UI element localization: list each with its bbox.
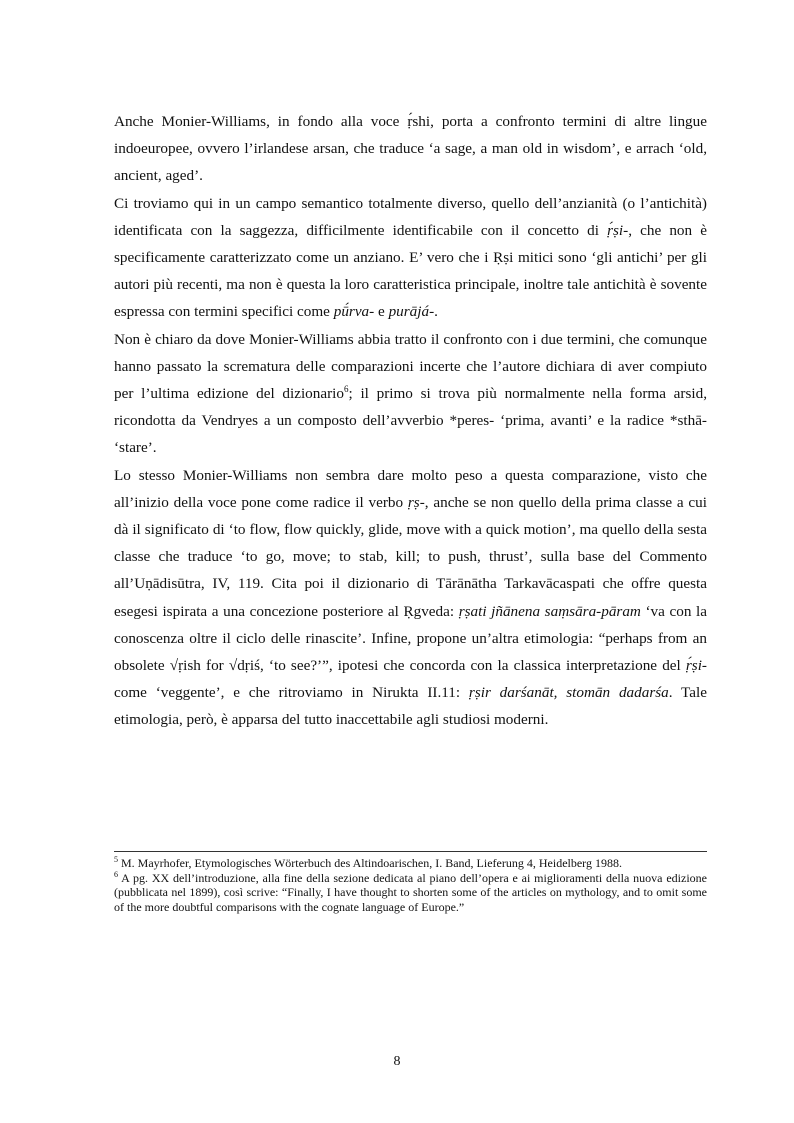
text-run: Lo stesso Monier-Williams non sembra dare molto peso a questa comparazione, visto che all’inizio della voce pone come radice il verbo xyxy=(114,466,707,511)
paragraph-1: Anche Monier-Williams, in fondo alla voce ṛ́shi, porta a confronto termini di altre lingue indoeuropee, ovvero l’irlandese arsan, che traduce ‘a sage, a man old in wisdom’, e arrach ‘old, ancient, aged’. xyxy=(114,113,707,185)
footnote-text: M. Mayrhofer, Etymologisches Wörterbuch des Altindoarischen, I. Band, Lieferung 4, Heidelberg 1988. xyxy=(118,856,622,870)
text-run: ‘va con la conoscenza oltre il ciclo delle rinascite’. Infine, propone un’altra etimologia: “perhaps from an obsolete √ṛish for √dṛiś, ‘to see?’”, ipotesi che concorda con la classica interpretazione del xyxy=(114,602,707,675)
italic-term: ṛ́ṣi- xyxy=(685,657,707,675)
italic-term: ṛṣati jñānena saṃsāra-pāram xyxy=(458,602,641,620)
text-run: come ‘veggente’, e che ritroviamo in Nirukta II.11: xyxy=(114,684,469,702)
footnote-divider xyxy=(114,851,707,852)
footnote-number: 6 xyxy=(114,869,118,879)
text-run: . Tale etimologia, però, è apparsa del tutto inaccettabile agli studiosi moderni. xyxy=(114,684,707,729)
text-run: , anche se non quello della prima classe a cui dà il significato di ‘to flow, flow quickly, glide, move with a quick motion’, ma quello della sesta classe che traduce ‘to go, move; to stab, kill; to push, thrust’, sulla base del Commento all’Uṇādisūtra, IV, 119. Cita poi il dizionario di Tārānātha Tarkavācaspati che offre questa esegesi ispirata a una concezione posteriore al Ṛgveda: xyxy=(114,493,707,620)
text-run: e xyxy=(374,303,389,321)
text-run: ; il primo si trova più normalmente nella forma arsid, ricondotta da Vendryes a un composto dell’avverbio *peres- ‘prima, avanti’ e la radice *sthā- ‘stare’. xyxy=(114,385,707,457)
italic-term: ṛṣir darśanāt, stomān dadarśa xyxy=(468,684,669,702)
italic-term: ṛṣ- xyxy=(407,493,425,511)
footnotes xyxy=(114,856,707,914)
italic-term: ṛ́ṣi- xyxy=(607,221,629,239)
footnote-5 xyxy=(114,856,707,871)
footnote-number: 5 xyxy=(114,855,118,864)
italic-term: pū́rva- xyxy=(333,303,375,321)
paragraph-4 xyxy=(114,462,707,734)
footnote-6 xyxy=(114,871,707,915)
paragraph-3 xyxy=(114,326,707,462)
page-number: 8 xyxy=(393,1054,401,1069)
text-run: . xyxy=(434,303,438,321)
text-run: Non è chiaro da dove Monier-Williams abbia tratto il confronto con i due termini, che comunque hanno passato la scrematura delle comparazioni incerte che l’autore dichiara di aver compiuto per l’ultima edizione del dizionario xyxy=(114,330,707,403)
body-text xyxy=(114,108,707,734)
paragraph-2 xyxy=(114,190,707,326)
text-run: , che non è specificamente caratterizzato come un anziano. E’ vero che i Ṛṣi mitici sono ‘gli antichi’ per gli autori più recenti, ma non è questa la loro caratteristica principale, inoltre tale antichità è sovente espressa con termini specifici come xyxy=(114,221,707,321)
footnote-text: A pg. XX dell’introduzione, alla fine della sezione dedicata al piano dell’opera e ai miglioramenti della nuova edizione (pubblicata nel 1899), così scrive: “Finally, I have thought to shorten some of the articles on mythology, and to omit some of the more doubtful comparisons with the cognate language of Europe.” xyxy=(114,870,707,914)
italic-term: purājá- xyxy=(388,303,435,321)
text-run: Ci troviamo qui in un campo semantico totalmente diverso, quello dell’anzianità (o l’antichità) identificata con la saggezza, difficilmente identificabile con il concetto di xyxy=(114,194,707,239)
footnote-ref-6[interactable]: 6 xyxy=(343,383,349,394)
